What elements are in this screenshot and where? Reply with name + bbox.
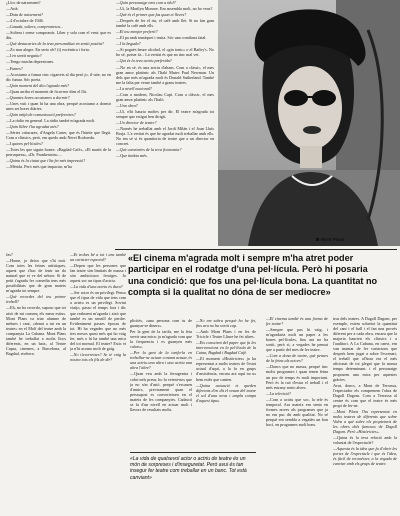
interview-paragraph: —El teu menjar preferit? [116,29,158,35]
interview-paragraph: —Ets conscient del paper que fa les intervencions en la pel·lícula de la Cuina, Bagdad i Bagdad Cafè. [196,340,256,356]
portrait-illustration [218,0,400,246]
interview-paragraph: —La ràdio en general. La ràdio també m'agrada molt. [6,117,96,123]
photo-caption [316,237,344,242]
interview-paragraph: —Zo mar alegre. En serio oh? (i) excèntica i forta. [6,47,90,53]
interview-paragraph: —Com a dona de teatre, què penses de la feina als actors? [266,353,328,364]
interview-paragraph: trus dels teatres. A Dagoll Dagom, per exemple, estem sobretot la quantitat del cant i el ball i el fan una provés diferent per a cada obra, encara que la majoria haurien els clàssics i a l'auditori. A La Cubana, en canvi, em van muntar de fer variacions que després hem jugat a sobre l'escenari, el treball que al'hora era el més aficionat de tot plegat que fa massa temps determinant. i el personatge proposem una mica per aquestes gràcies. [333,316,397,382]
interview-paragraph: —Aquesta és la idea que fa d'obrir les portes de l'espectacle i que és l'idea, és fàcil de reconèixer, a la vegada de canviar amb els grups de teatre. [333,446,397,467]
interview-paragraph: —Què canviaries de la teva fisonomia? [116,147,182,153]
interview-paragraph: —No t'avorreixes? Se té vaig la nostra tots els fils de dir? [70,351,126,362]
interview-paragraph: —La televisió? [266,390,291,396]
interview-paragraph: —Artà. [6,6,19,12]
interview-paragraph: —Unes vuit i quan hi ha una obra, perquè acostumo a dormir unes set hores diàries. [6,100,111,111]
pull-quote: «El cinema m'agrada molt i sempre m'ha atret poder participar en el rodatge d'una pel·lícula. Però hi posaria una condició: que fos una pel·lícula bona. La quantitat no compta si la qualitat no dóna de ser mediocre» [128,253,378,297]
interview-paragraph: —Quantes hores acostumes a dormir? [6,94,70,100]
interview-paragraph: —Totes les que siguin bones: «Bagdad Cafè», «El martit de la perruquera», «Dr. Frankestein».... [6,147,111,158]
interview-paragraph: —Quin llibre t'ha agradat més? [6,123,59,129]
interview-paragraph: —Mont Plans l'ha representat en molts teatres de diferents que sobre Vidra a què sobre els propietaris de les obres dels famosos de Dagoll Dagom. Però «Històrictes». [333,408,397,435]
interview-paragraph: —Ui, la Marilyn Monroe. Em assembla molt, no ho veus? [116,6,213,12]
interview-paragraph: —Et trobes bé a tot i ara també un caràcter especial? [70,252,126,263]
interview-column-6 [196,318,256,516]
interview-paragraph: —La vida d'una actriu és dura? [70,284,123,290]
interview-paragraph: —Quina és la ciutat que t'ha fet més impressió? [6,158,86,164]
interview-paragraph: —I la beguda? [116,41,141,47]
interview-paragraph: —Amb Mont Plans i en les de Tricicle i Teatre Lliure he fet altres. [196,329,256,340]
interview-paragraph: —Només he treballat amb el Jordi Milán i el Joan Lluís Borja. L'a veritat és que he agradat molt treballar amb ells. No em sé si és quantioria de teatre que a un director en concret. [116,126,214,147]
interview-paragraph: —Que tindria més. [116,153,148,159]
interview-paragraph: —Què destacaries de la teva personalitat en sentit positiu? [6,41,104,47]
interview-paragraph: —Depen que les persones que fan teatre sòn limitats de massa i són ambiciosos ferotges. Jo aquest soc un tipus d'actriu. [70,263,126,284]
interview-paragraph: —Després de fer el riu, el cafè amb llet. Si no fan gam també la cafè amb ells. [116,18,214,29]
square-bullet-icon [316,238,319,241]
interview-paragraph: —Data de naixement? [6,12,44,18]
interview-paragraph: —Tengo mucha depresiones. [6,59,55,65]
interview-column-5 [130,318,192,516]
interview-paragraph: —Qui és la teva actriu preferida? [116,58,172,64]
interview-paragraph: —Acostumo a fumar cinc cigarrets al dia però jo, il·uite, no en dic fumar. Sóc poeta. [6,71,111,82]
secondary-pull-quote: «La vida de qualsevol actor o actriu de teatre és un món de sorpreses i d'inseguretat. Però avui és tan insegur fer teatre com treballar en un banc. Tot està canviant» [130,452,256,481]
interview-paragraph: —Si poguès beure alcohol, el «gin tonic» o el Bailey's. No ho sé, potser fa... La veritat és que no tinc mal vei. [116,47,214,58]
interview-paragraph: plicités, «una persona com tu de guanyar-se diners». [130,318,192,329]
interview-paragraph: —Sempre que pas hi vaig, i m'agradaria molt un paper a les bones pel·lícules, fins ara no ha sortit, però si, a vegades he pensat que a partir del mes de fer teatre. [266,327,328,353]
interview-paragraph: —4 d'octubre de 1946. [6,18,44,24]
interview-paragraph: —El moment «Històrictes» ja ha representat a molts teatres de l'estat actual d'aquí, a la fa en grups d'assistència, encara ara aquí no us hem estès que canten. [196,356,256,382]
interview-paragraph: —Per la gent de la tarifa-la en treballar-ne actuar contant actuar, és una actriu una altra i una actriu una altra l'altre? [130,350,192,371]
interview-paragraph: —I a nivell nacional? [116,85,152,91]
interview-paragraph: —No en sé, és una actriu d'abans. Com a clàssic, el mes gran amor platònic als l'Italó Mutec Paul Newman. Un dels que més m'agrada molt és Donald Sutherland. També me la falta per veure també a grans teatres. [116,64,214,85]
interview-paragraph: —Quin mitjà de comunicació prefereixes? [6,111,76,117]
interview-paragraph: —El pa amb tomàquet i truita. Sóc una comilona fatal. [116,35,207,41]
interview-paragraph: —Quina és la teva relació amb la voluntat de l'espectacle? [333,435,397,446]
interview-paragraph: —Sèries criturares, d'Angela Carter, que és l'hàrite que llegit. Com a clàssics, però, em quedo amb Nerei Rodoreda. [6,130,111,141]
interview-paragraph: —Com a actriu que soc, la tele és temporal. Ara mateix em sento en formes noves als programes que ja no em puc dir amb qualitat. No sé perquè em sembla a vegades un bon bocí, en programes molt bons. [266,396,328,427]
interview-paragraph: Per la gent de la tarifa, me la feia servir una mica: ja m'agrada com que la frequencia i es guanyen més calors». [130,329,192,350]
interview-paragraph: —Eh, no ho recordo, suposo que tot això de mi començ els meus estius. Mont Plans va triar alumne de mètues i cant, «donat a mi en un teatre» en el Molí del teatre amb la companyia La Cubana. Mont Plans també he treballat a molts llocs diferents, en un baix, al Teatre Capsa, cinemes, a Barcelona, al Bagdad, etcètera. [6,305,66,356]
interview-paragraph: —El cinema també és una forma de fer teatre? [266,316,328,327]
interview-paragraph: —Un director de teatre? [116,119,157,125]
interview-paragraph: Avui, doncs, a Mont de Terrassa, l'espectador els comprenem l'obra de Dagoll Dagom. Com a Terrassa al centre és com que el teatre és més propi de fer-ne. [333,382,397,408]
interview-paragraph: —Quina actuació et queden diferents d'en dit el resum del teatre el sol d'una nova i ampla compa d'aquest tipus. [196,382,256,403]
interview-paragraph: —I quines pel·lícules? [6,141,43,147]
interview-paragraph: —Quin personatge tens com a ídol? [116,0,176,5]
interview-paragraph: fas? [6,252,13,257]
interview-paragraph: —Home, jo deixo que s'hi noti. Com totes les feines artístiques, aquest que s'hac de tenir un do natural que et ve del néixer. Si de petit t'agrada fer comedia tens més possibilitats que de gran mateix m'agrada tot sempre. [6,258,66,294]
interview-column-8 [333,316,397,516]
interview-paragraph: —Doncs que no massa, perquè tinc molts programes i quan tenen feina un poc de temps és molt important. Però és la raó d'estar el treball i el més estrany sento altres. [266,364,328,390]
interview-column-4 [70,252,126,516]
interview-paragraph: —Quan arriba el moment de ficar-me dins el llit. [6,88,87,94]
interview-paragraph: —Com a modern, Nicolau Capí. Com a clàssic, el mes gran amor platònic als l'Italó. [116,91,214,102]
interview-paragraph: —Soltera i sense compromís. Liber y sola com el vent: que es diu. [6,30,111,41]
interview-paragraph: —Casada, solters, compromesos... [6,24,64,30]
interview-paragraph: —Fumes? [6,65,23,71]
caption-text: Mont Plans [321,237,345,242]
actress-photo [218,0,400,246]
interview-paragraph: —Ui, n'hi hauria moltes per dir. El teatre m'agrada tot sempre que estigui ben dirigit. [116,108,214,119]
interview-paragraph: —I en sentit negatiu? [6,53,42,59]
interview-column-1 [6,0,111,245]
interview-paragraph: —Una obra? [116,102,138,108]
interview-paragraph: —Quan veu amb la ferragentra i cobri nels preus, ho fa veient-nos que ja no són d'asiò, perquè s'escauen d'amics, precisament quan el pressupost es converteixen en el mateix de les companyies. Cadascú se fa d'un nivell en actuar molt i llavors de resultats molts. [130,371,192,412]
interview-column-7 [266,316,328,516]
interview-paragraph: —Ser actor és un privilegi. Penso que el tipus de vida que tens com a actriu es un privilegi. Sovint viatjo, passo el temps fora i dic que realment m'agrada i això que també es un senzill de perdre. Evidentment passes épocas de tot. Hi ha vegades que no més tres mesos quasi més qui ho vaig fer, més o hi ha també una mica del tot normal. El teatre? Estic et ja n'hi acomo molt de goig. [70,290,126,351]
interview-paragraph: —Quin moment del dia t'agrada més? [6,82,70,88]
interview-paragraph: —Què és el primer que fas quan et lleves? [116,12,187,18]
interview-paragraph: —No em sobra perquè ho he fet, fins ara no ha sortit cap. [196,318,256,329]
interview-paragraph: —Què recordes del teu primer treball? [6,294,66,305]
interview-paragraph: ¿Lloc de naixement? [6,0,41,5]
interview-paragraph: —Mèrida. Però més que impactar, m'ha [6,164,72,170]
interview-column-3 [6,252,66,516]
interview-column-2 [116,0,214,245]
